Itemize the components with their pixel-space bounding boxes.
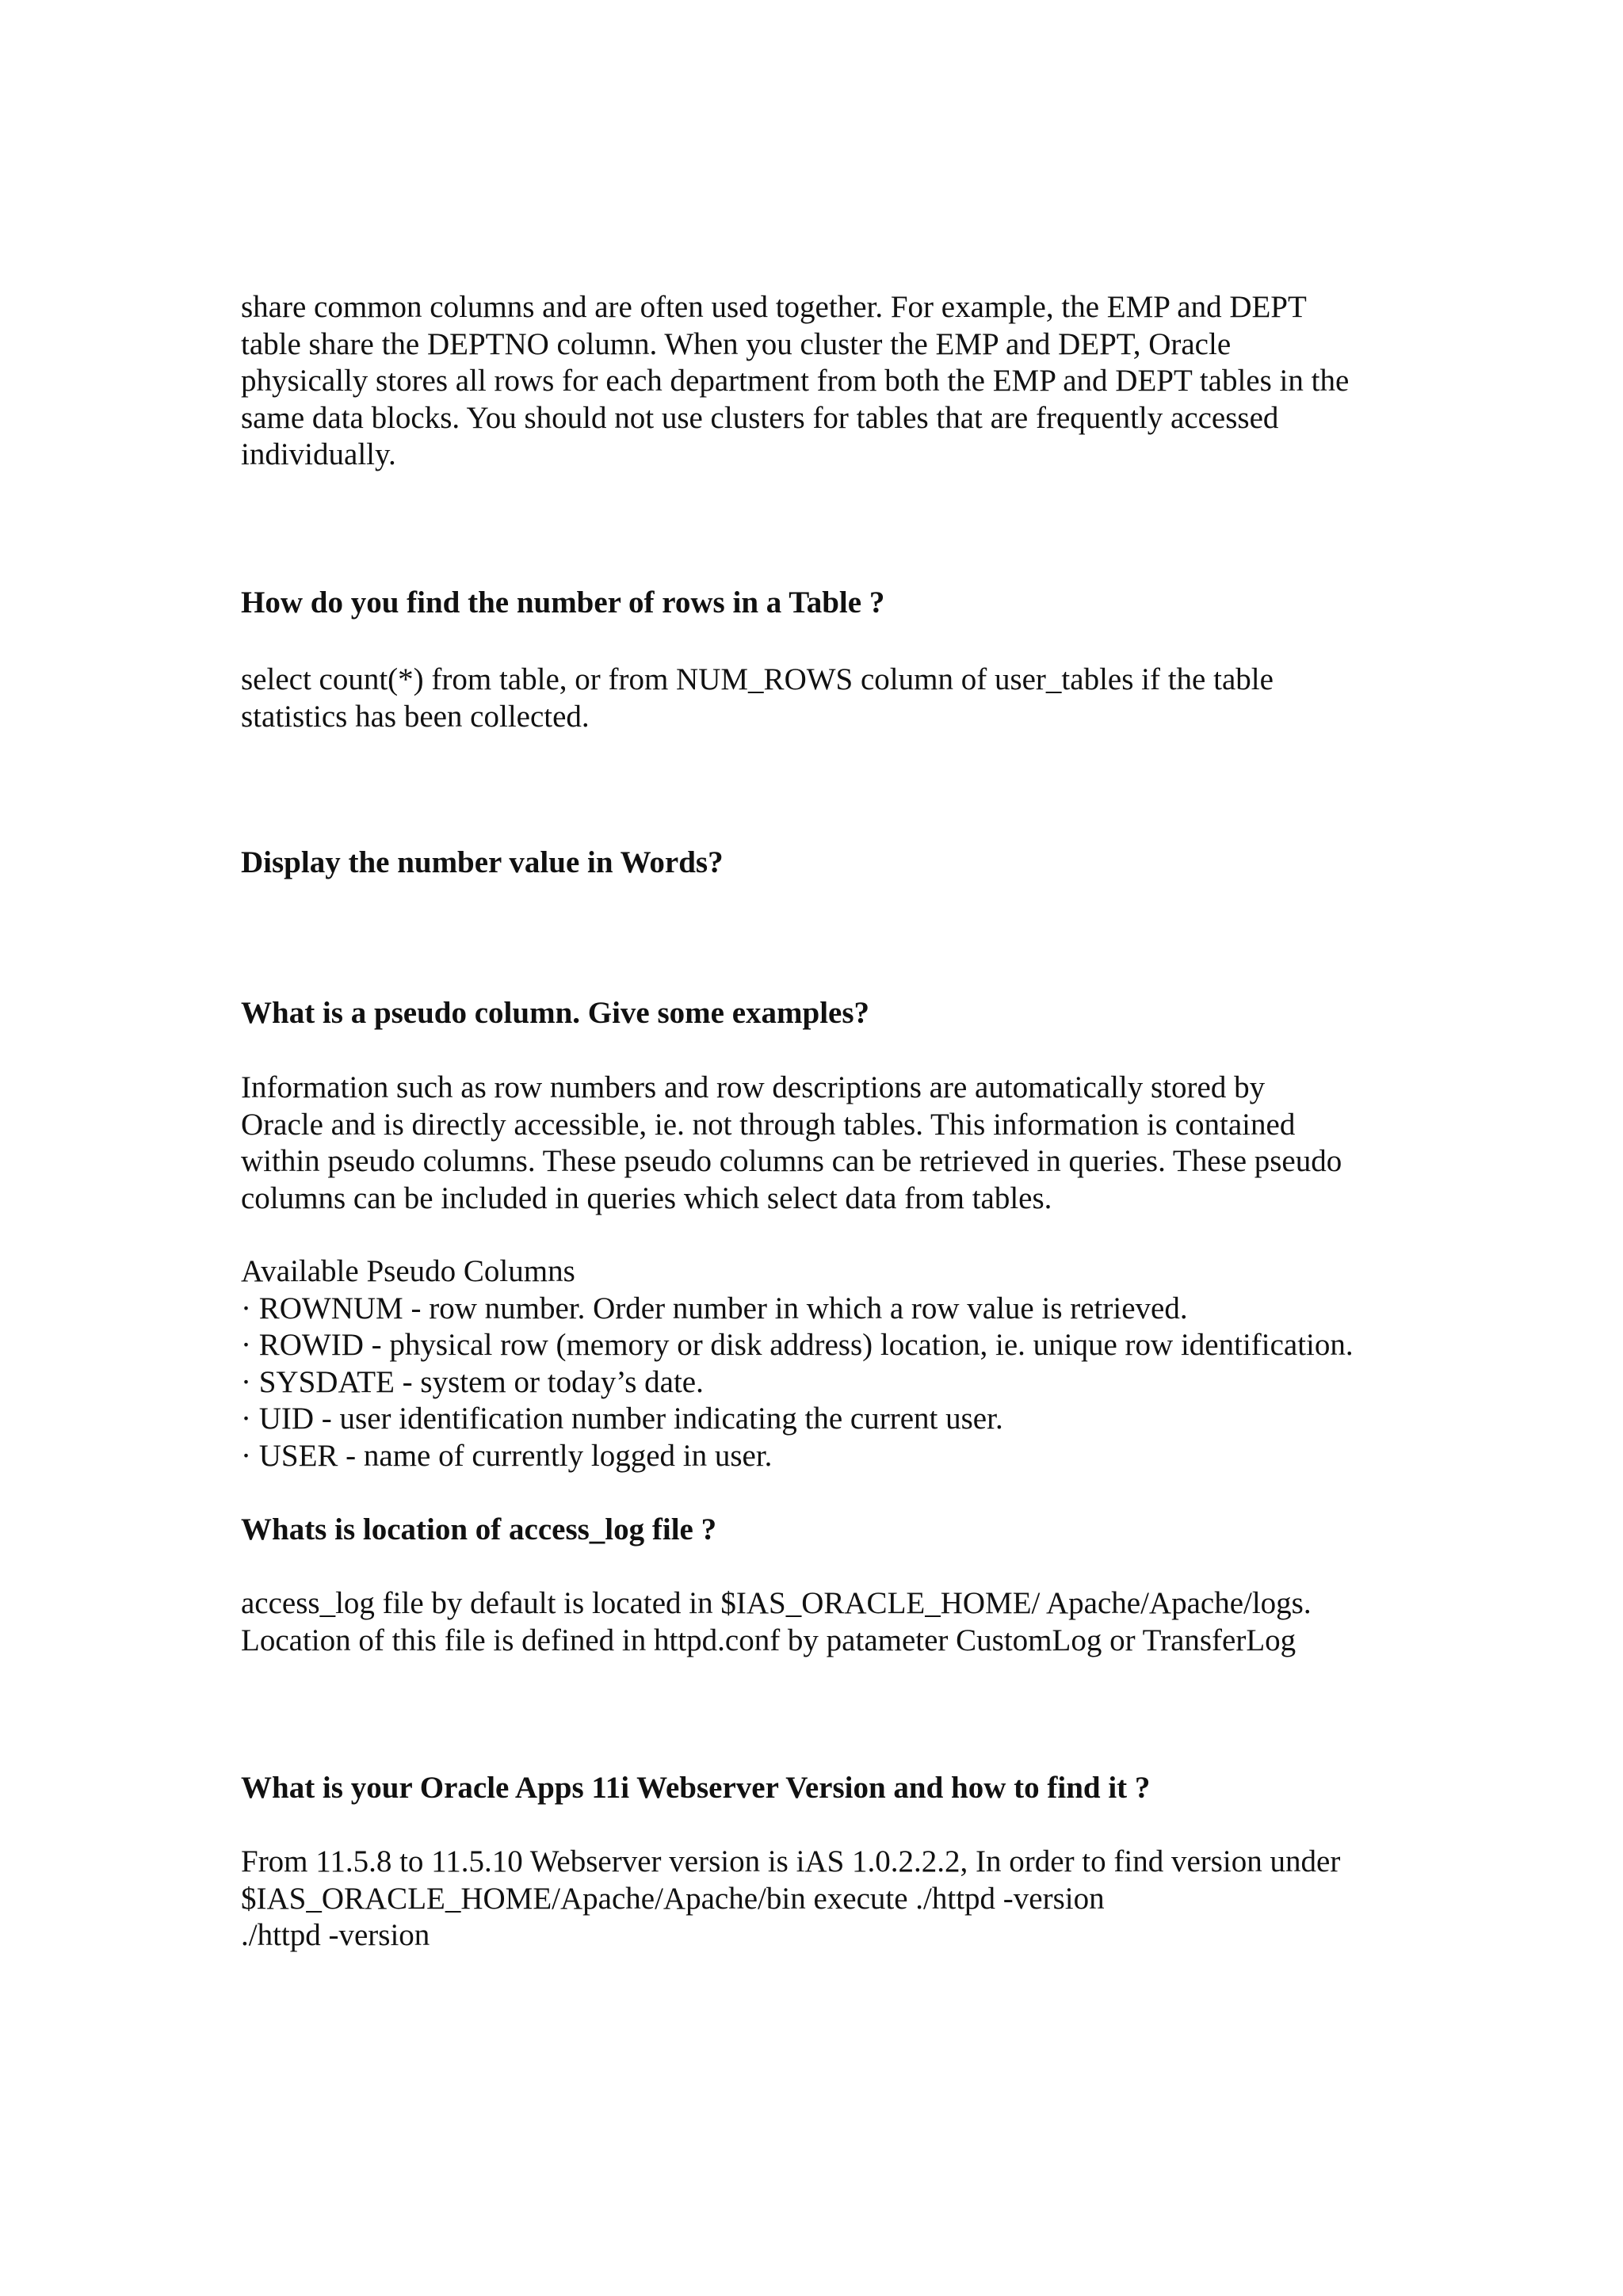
list-title: Available Pseudo Columns: [241, 1254, 575, 1288]
text-line: within pseudo columns. These pseudo columns can be retrieved in queries. These pseudo: [241, 1144, 1342, 1178]
text-line: individually.: [241, 437, 396, 471]
text-line: Oracle and is directly accessible, ie. not through tables. This information is contained: [241, 1107, 1296, 1142]
text-line: ./httpd -version: [241, 1918, 430, 1952]
list-item: · SYSDATE - system or today’s date.: [241, 1364, 704, 1399]
question-heading-rows: How do you find the number of rows in a Table ?: [241, 585, 885, 620]
answer-access-log: [241, 1585, 1414, 1659]
text-line: select count(*) from table, or from NUM_ROWS column of user_tables if the table: [241, 662, 1274, 696]
text-line: Location of this file is defined in httpd.conf by patameter CustomLog or TransferLog: [241, 1623, 1296, 1657]
text-line: same data blocks. You should not use clusters for tables that are frequently accessed: [241, 400, 1279, 435]
question-heading-webserver: What is your Oracle Apps 11i Webserver Version and how to find it ?: [241, 1771, 1151, 1805]
text-line: Information such as row numbers and row descriptions are automatically stored by: [241, 1070, 1266, 1104]
text-line: physically stores all rows for each department from both the EMP and DEPT tables in the: [241, 364, 1350, 398]
text-line: access_log file by default is located in $IAS_ORACLE_HOME/ Apache/Apache/logs.: [241, 1586, 1312, 1620]
intro-paragraph: [241, 289, 1414, 474]
list-item: · ROWNUM - row number. Order number in which a row value is retrieved.: [241, 1291, 1188, 1325]
list-item: · ROWID - physical row (memory or disk address) location, ie. unique row identification.: [241, 1328, 1354, 1362]
text-line: table share the DEPTNO column. When you cluster the EMP and DEPT, Oracle: [241, 326, 1232, 361]
answer-pseudo: [241, 1070, 1414, 1217]
question-heading-pseudo: What is a pseudo column. Give some examples?: [241, 996, 870, 1030]
text-line: statistics has been collected.: [241, 699, 590, 734]
answer-webserver: [241, 1844, 1414, 1955]
text-line: $IAS_ORACLE_HOME/Apache/Apache/bin execute ./httpd -version: [241, 1881, 1105, 1916]
question-heading-words: Display the number value in Words?: [241, 845, 724, 879]
answer-rows: [241, 662, 1414, 735]
text-line: columns can be included in queries which select data from tables.: [241, 1180, 1052, 1215]
question-heading-access-log: Whats is location of access_log file ?: [241, 1512, 717, 1547]
list-item: · USER - name of currently logged in user.: [241, 1438, 773, 1473]
text-line: share common columns and are often used together. For example, the EMP and DEPT: [241, 290, 1307, 324]
list-item: · UID - user identification number indicating the current user.: [241, 1402, 1003, 1436]
text-line: From 11.5.8 to 11.5.10 Webserver version is iAS 1.0.2.2.2, In order to find version under: [241, 1844, 1341, 1878]
pseudo-columns-list: [241, 1253, 1414, 1474]
